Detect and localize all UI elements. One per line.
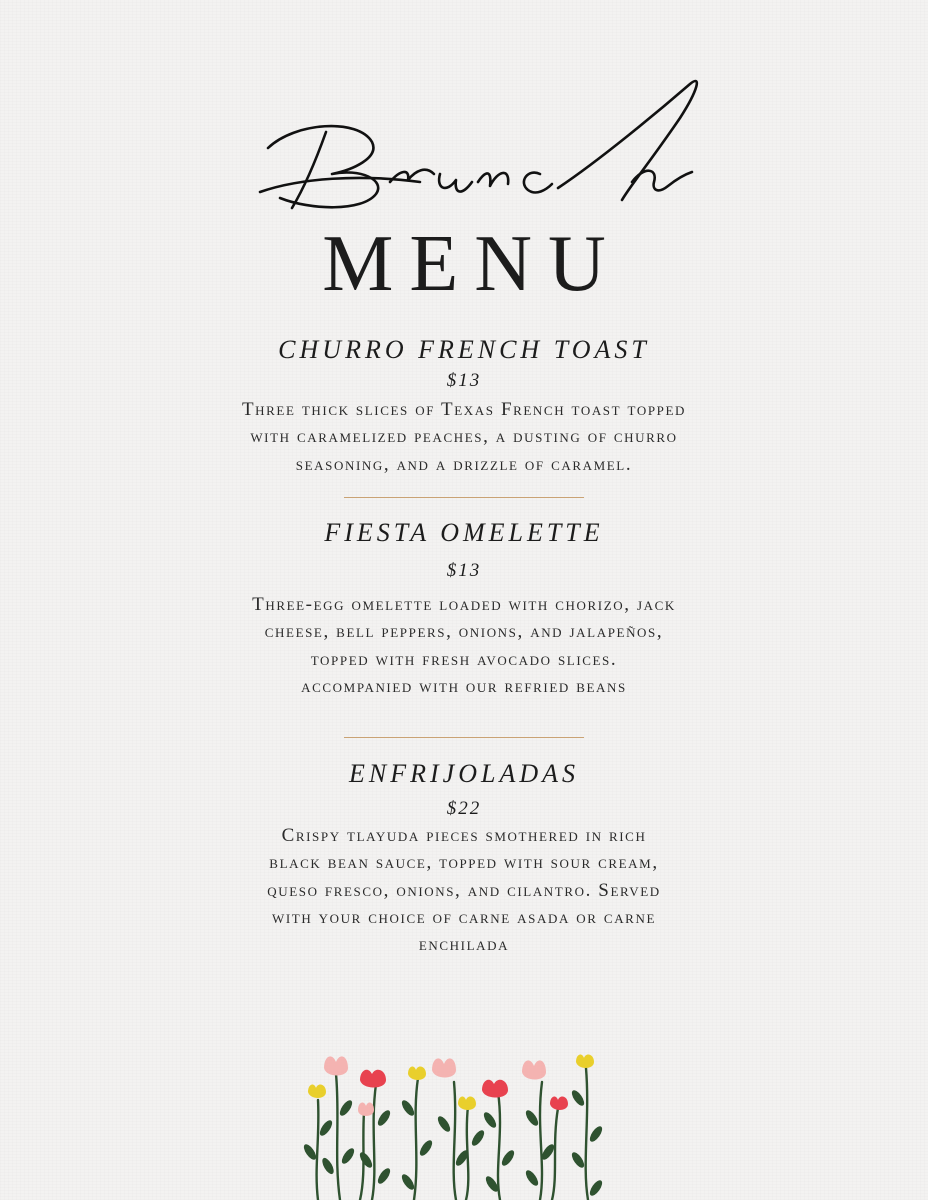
item-price-churro-french-toast: $13 — [446, 370, 482, 391]
description-line: cheese, bell peppers, onions, and jalapeños, — [264, 621, 664, 643]
section-divider — [344, 497, 584, 498]
description-line: Three-egg omelette loaded with chorizo, jack — [252, 594, 676, 615]
item-description-enfrijoladas — [0, 822, 928, 958]
description-line: topped with fresh avocado slices. — [310, 648, 618, 670]
item-name-fiesta-omelette: FIESTA OMELETTE — [324, 518, 604, 547]
item-name-enfrijoladas: ENFRIJOLADAS — [349, 759, 579, 788]
description-line: with caramelized peaches, a dusting of churro — [250, 426, 678, 448]
brunch-script-lettering — [240, 70, 710, 230]
item-description-churro-french-toast — [0, 396, 928, 478]
description-line: enchilada — [418, 934, 510, 956]
menu-title: MENU — [322, 220, 622, 308]
wildflower-border-illustration — [296, 1048, 616, 1200]
description-line: accompanied with our refried beans — [301, 675, 627, 697]
item-price-enfrijoladas: $22 — [446, 798, 482, 819]
description-line: black bean sauce, topped with sour cream, — [269, 852, 659, 874]
item-price-fiesta-omelette: $13 — [446, 560, 482, 581]
description-line: with your choice of carne asada or carne — [272, 906, 656, 928]
section-divider — [344, 737, 584, 738]
description-line: queso fresco, onions, and cilantro. Served — [267, 879, 661, 901]
item-description-fiesta-omelette — [0, 591, 928, 700]
item-name-churro-french-toast: CHURRO FRENCH TOAST — [278, 335, 650, 364]
description-line: seasoning, and a drizzle of caramel. — [295, 453, 633, 475]
description-line: Three thick slices of Texas French toast topped — [241, 399, 687, 420]
description-line: Crispy tlayuda pieces smothered in rich — [281, 825, 647, 846]
